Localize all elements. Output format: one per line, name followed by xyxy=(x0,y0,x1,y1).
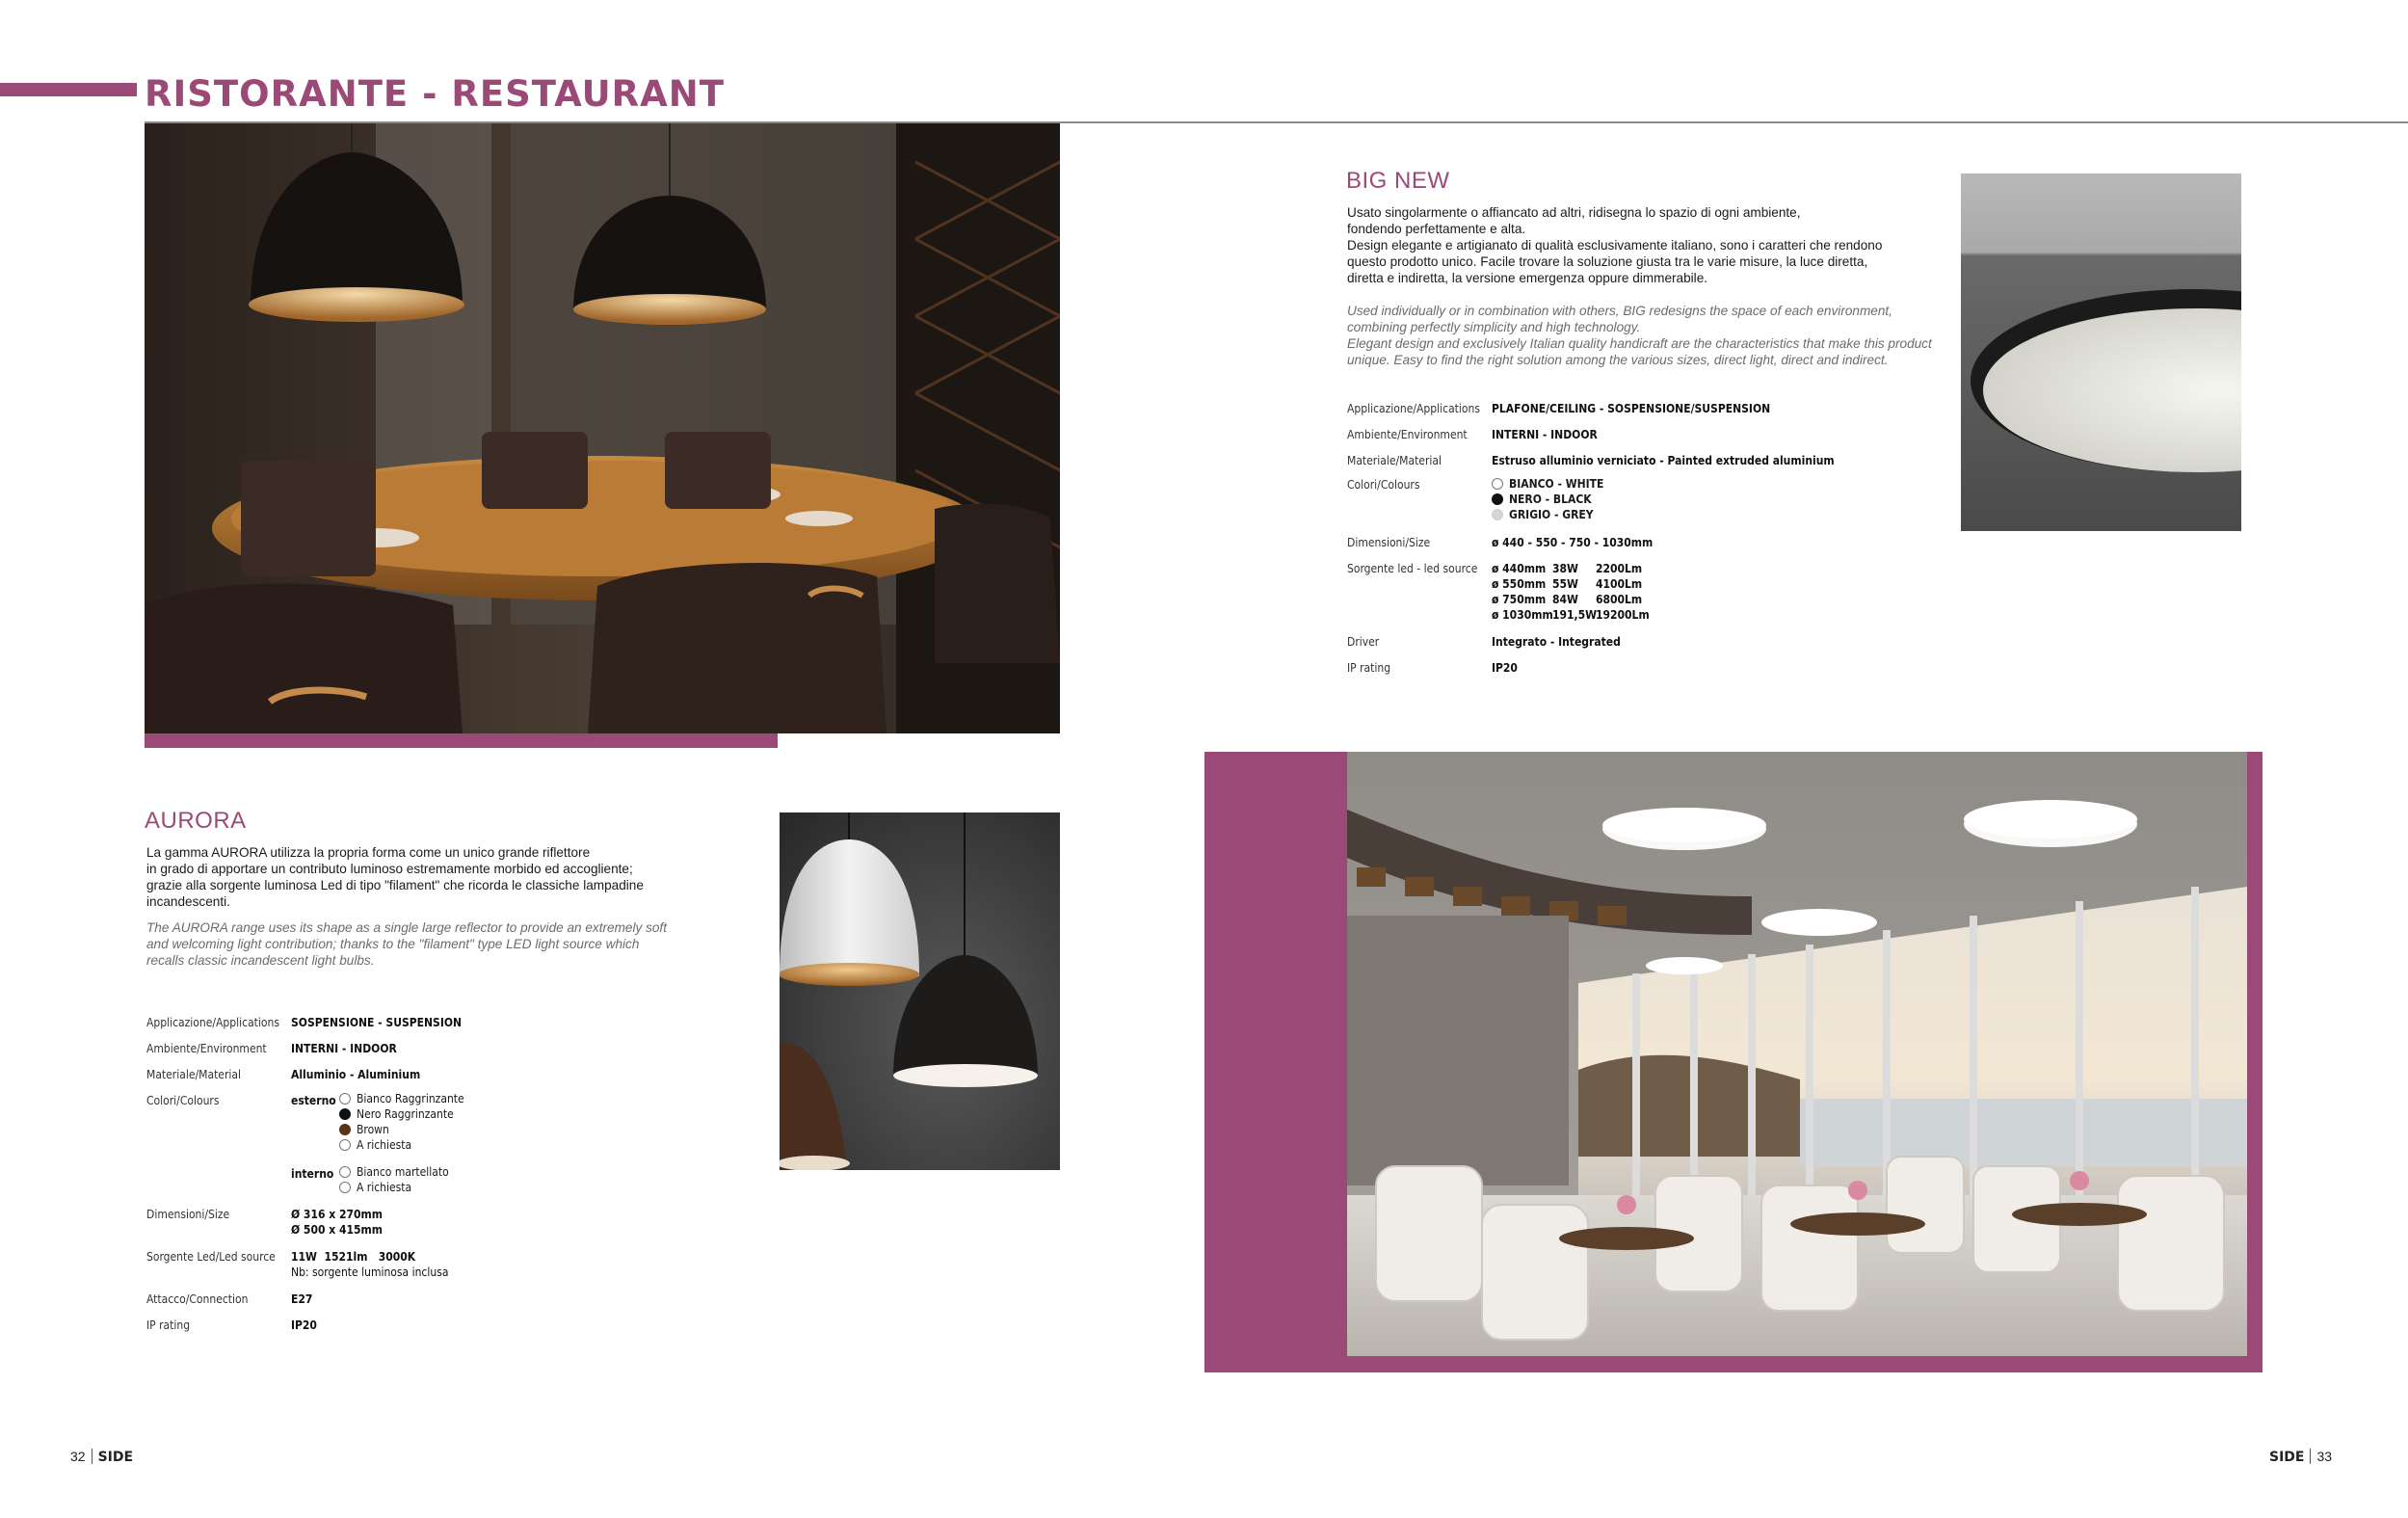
brand-name-right: SIDE xyxy=(2269,1450,2305,1465)
bignew-desc-en-line: Elegant design and exclusively Italian quality handicraft are the characteristics that make this product xyxy=(1347,336,1932,351)
spec-label: Ambiente/Environment xyxy=(1347,428,1468,441)
spec-label: Colori/Colours xyxy=(146,1094,220,1107)
left-photo-accent-bar xyxy=(145,733,778,748)
spec-value: Estruso alluminio verniciato - Painted extruded aluminium xyxy=(1492,454,1835,467)
colour-swatch-item: Brown xyxy=(339,1122,389,1137)
spec-label: Sorgente Led/Led source xyxy=(146,1250,276,1264)
source-lumen: 19200Lm xyxy=(1596,608,1650,622)
aurora-description-it xyxy=(146,844,644,910)
aurora-desc-it-line: incandescenti. xyxy=(146,894,230,909)
spec-label: IP rating xyxy=(1347,661,1391,675)
white-swatch-icon xyxy=(339,1182,351,1193)
brown-swatch-icon xyxy=(339,1124,351,1135)
restaurant-photo-dining-room xyxy=(145,123,1060,733)
source-lumen: 2200Lm xyxy=(1596,562,1643,575)
spec-value: 11W 1521lm 3000K xyxy=(291,1250,416,1264)
colour-swatch-item: Bianco Raggrinzante xyxy=(339,1091,464,1106)
footer-left xyxy=(70,1449,133,1465)
bignew-desc-it-line: diretta e indiretta, la versione emergenza oppure dimmerabile. xyxy=(1347,271,1708,285)
source-size: ø 440mm xyxy=(1492,562,1547,575)
source-size: ø 1030mm xyxy=(1492,608,1553,622)
spec-value: Alluminio - Aluminium xyxy=(291,1068,421,1081)
aurora-spec-table xyxy=(146,1012,686,1340)
spec-value: IP20 xyxy=(1492,661,1518,675)
bignew-description-en xyxy=(1347,303,1932,368)
spec-label: Driver xyxy=(1347,635,1380,649)
colour-swatch-item: BIANCO - WHITE xyxy=(1492,476,1603,492)
external-colour-label: esterno xyxy=(291,1094,336,1107)
page-number-right: 33 xyxy=(2316,1449,2333,1464)
aurora-description-en xyxy=(146,919,667,969)
bignew-product-photo xyxy=(1961,173,2241,531)
restaurant-photo-sea-view xyxy=(1347,752,2247,1356)
source-power: 84W xyxy=(1552,593,1578,606)
black-swatch-icon xyxy=(1492,493,1503,505)
brand-name-left: SIDE xyxy=(97,1450,134,1465)
spec-value: PLAFONE/CEILING - SOSPENSIONE/SUSPENSION xyxy=(1492,402,1771,415)
internal-colour-label: interno xyxy=(291,1167,334,1181)
spec-value: ø 440 - 550 - 750 - 1030mm xyxy=(1492,536,1654,549)
source-power: 191,5W xyxy=(1552,608,1598,622)
page-number-left: 32 xyxy=(70,1449,86,1464)
colour-swatch-item: Bianco martellato xyxy=(339,1164,449,1180)
spec-value: INTERNI - INDOOR xyxy=(1492,428,1598,441)
footer-right xyxy=(2269,1449,2332,1465)
spec-label: Dimensioni/Size xyxy=(1347,536,1431,549)
grey-swatch-icon xyxy=(1492,509,1503,520)
source-power: 55W xyxy=(1552,577,1578,591)
bignew-desc-en-line: Used individually or in combination with others, BIG redesigns the space of each environment, xyxy=(1347,304,1892,318)
footer-divider xyxy=(92,1449,93,1464)
aurora-product-photo xyxy=(780,812,1060,1170)
spec-value: Ø 500 x 415mm xyxy=(291,1223,383,1237)
source-lumen: 4100Lm xyxy=(1596,577,1643,591)
black-swatch-icon xyxy=(339,1108,351,1120)
source-power: 38W xyxy=(1552,562,1578,575)
spec-value: IP20 xyxy=(291,1318,317,1332)
spec-value: INTERNI - INDOOR xyxy=(291,1042,397,1055)
colour-swatch-item: GRIGIO - GREY xyxy=(1492,507,1594,522)
aurora-desc-en-line: recalls classic incandescent light bulbs. xyxy=(146,953,375,968)
header-accent-bar xyxy=(0,83,137,96)
page-title: RISTORANTE - RESTAURANT xyxy=(145,73,725,115)
bignew-desc-it-line: fondendo perfettamente e alta. xyxy=(1347,222,1526,236)
colour-swatch-item: A richiesta xyxy=(339,1180,411,1195)
spec-label: Colori/Colours xyxy=(1347,478,1420,492)
aurora-title: AURORA xyxy=(145,808,247,834)
white-swatch-icon xyxy=(339,1093,351,1105)
spec-label: Materiale/Material xyxy=(146,1068,241,1081)
aurora-desc-it-line: La gamma AURORA utilizza la propria forma come un unico grande riflettore xyxy=(146,845,591,860)
colour-swatch-item: NERO - BLACK xyxy=(1492,492,1592,507)
bignew-desc-it-line: Design elegante e artigianato di qualità esclusivamente italiano, sono i caratteri che rendono xyxy=(1347,238,1883,253)
colour-swatch-item: A richiesta xyxy=(339,1137,411,1153)
bignew-title: BIG NEW xyxy=(1346,168,1450,194)
aurora-desc-en-line: The AURORA range uses its shape as a single large reflector to provide an extremely soft xyxy=(146,920,667,935)
bignew-description-it xyxy=(1347,204,1882,286)
spec-value: E27 xyxy=(291,1292,313,1306)
spec-label: IP rating xyxy=(146,1318,191,1332)
spec-label: Sorgente led - led source xyxy=(1347,562,1478,575)
source-size: ø 750mm xyxy=(1492,593,1547,606)
bignew-desc-en-line: combining perfectly simplicity and high technology. xyxy=(1347,320,1641,334)
aurora-desc-it-line: grazie alla sorgente luminosa Led di tipo "filament" che ricorda le classiche lampadine xyxy=(146,878,644,892)
spec-value: Ø 316 x 270mm xyxy=(291,1208,383,1221)
spec-value: SOSPENSIONE - SUSPENSION xyxy=(291,1016,463,1029)
source-lumen: 6800Lm xyxy=(1596,593,1643,606)
source-size: ø 550mm xyxy=(1492,577,1547,591)
white-swatch-icon xyxy=(339,1139,351,1151)
spec-note: Nb: sorgente luminosa inclusa xyxy=(291,1265,449,1279)
bignew-desc-it-line: questo prodotto unico. Facile trovare la soluzione giusta tra le varie misure, la luce diretta, xyxy=(1347,254,1868,269)
bignew-desc-it-line: Usato singolarmente o affiancato ad altri, ridisegna lo spazio di ogni ambiente, xyxy=(1347,205,1801,220)
bignew-desc-en-line: unique. Easy to find the right solution among the various sizes, direct light, direct and indirect. xyxy=(1347,353,1889,367)
spec-label: Materiale/Material xyxy=(1347,454,1442,467)
bignew-spec-table xyxy=(1347,399,1887,688)
footer-divider xyxy=(2310,1449,2311,1464)
spec-label: Applicazione/Applications xyxy=(1347,402,1480,415)
spec-label: Ambiente/Environment xyxy=(146,1042,267,1055)
white-swatch-icon xyxy=(1492,478,1503,490)
spec-label: Applicazione/Applications xyxy=(146,1016,279,1029)
white-swatch-icon xyxy=(339,1166,351,1178)
aurora-desc-it-line: in grado di apportare un contributo luminoso estremamente morbido ed accogliente; xyxy=(146,862,633,876)
spec-value: Integrato - Integrated xyxy=(1492,635,1621,649)
colour-swatch-item: Nero Raggrinzante xyxy=(339,1106,454,1122)
spec-label: Dimensioni/Size xyxy=(146,1208,230,1221)
aurora-desc-en-line: and welcoming light contribution; thanks to the "filament" type LED light source which xyxy=(146,937,640,951)
spec-label: Attacco/Connection xyxy=(146,1292,249,1306)
